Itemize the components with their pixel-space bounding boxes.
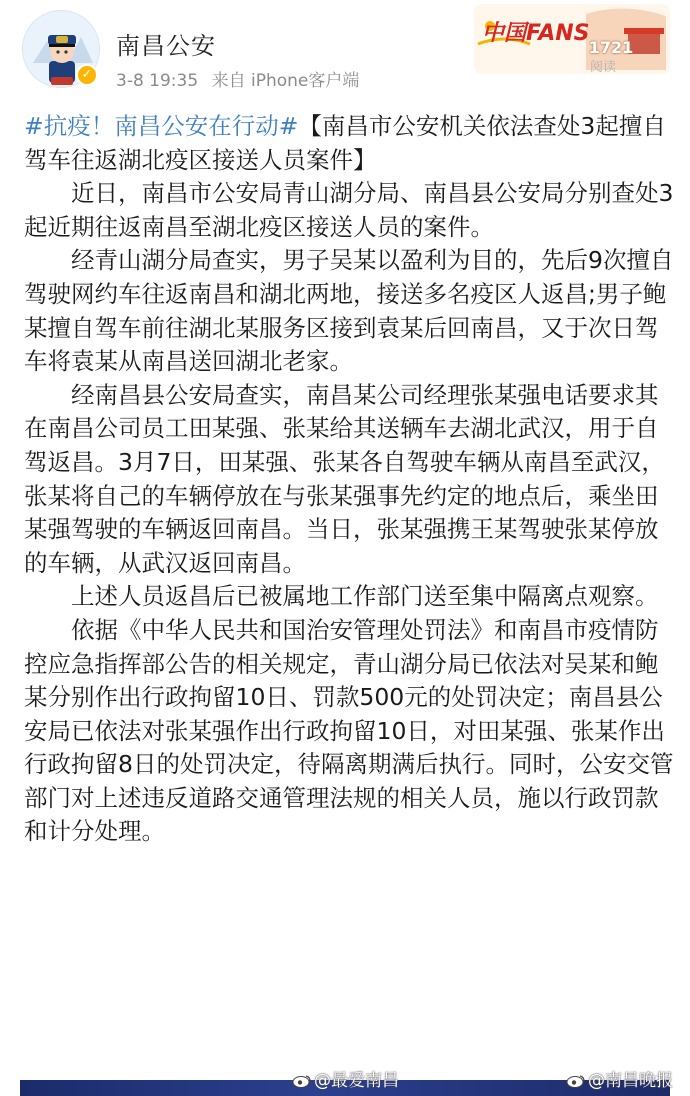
weibo-logo-icon (292, 1074, 312, 1088)
watermark-right-text: @南昌晚报 (588, 1071, 673, 1091)
post-paragraph: 经青山湖分局查实，男子吴某以盈利为目的，先后9次擅自驾驶网约车往返南昌和湖北两地，接送多名疫区人返昌;男子鲍某擅自驾车前往湖北某服务区接到袁某后回南昌，又于次日驾车将袁某从南昌送回湖北老家。 (24, 246, 674, 376)
account-name[interactable]: 南昌公安 (116, 32, 216, 60)
watermark-right (566, 1066, 673, 1091)
post-paragraph: 经南昌县公安局查实，南昌某公司经理张某强电话要求其在南昌公司员工田某强、张某给其送辆车去湖北武汉，用于自驾返昌。3月7日，田某强、张某各自驾驶车辆从南昌至武汉，张某将自己的车辆停放在与张某强事先约定的地点后，乘坐田某强驾驶的车辆返回南昌。当日，张某强携王某驾驶张某停放的车辆，从武汉返回南昌。 (24, 380, 665, 577)
post-paragraph: 上述人员返昌后已被属地工作部门送至集中隔离点观察。 (71, 582, 659, 611)
post-paragraph: 依据《中华人民共和国治安管理处罚法》和南昌市疫情防控应急指挥部公告的相关规定，青山湖分局已依法对吴某和鲍某分别作出行政拘留10日、罚款500元的处罚决定；南昌县公安局已依法对张某强作出行政拘留10日，对田某强、张某作出行政拘留8日的处罚决定，待隔离期满后执行。同时，公安交管部门对上述违反道路交通管理法规的相关人员，施以行政罚款和计分处理。 (24, 615, 674, 846)
verified-badge-icon: ✓ (76, 64, 98, 86)
watermark-left-text: @最爱南昌 (314, 1071, 399, 1091)
post-timestamp: 3-8 19:35 (116, 71, 199, 91)
post-body (24, 110, 674, 849)
post-source[interactable]: 来自 iPhone客户端 (211, 71, 360, 91)
china-fans-badge-icon (474, 4, 670, 74)
weibo-logo-icon (566, 1074, 586, 1088)
read-label: 阅读 (590, 60, 617, 75)
post-headline-paragraph (24, 110, 674, 177)
watermark-left (292, 1066, 399, 1091)
post-paragraph: 近日，南昌市公安局青山湖分局、南昌县公安局分别查处3起近期往返南昌至湖北疫区接送人员的案件。 (24, 179, 674, 241)
read-count: 1721 (588, 38, 634, 57)
post-header (0, 0, 690, 100)
post-meta (116, 66, 367, 91)
post-headline: 【南昌市公安机关依法查处3起擅自驾车往返湖北疫区接送人员案件】 (24, 112, 666, 174)
topic-hashtag-link[interactable]: #抗疫！南昌公安在行动# (24, 112, 299, 140)
badge-text: 中国FANS (482, 21, 590, 46)
